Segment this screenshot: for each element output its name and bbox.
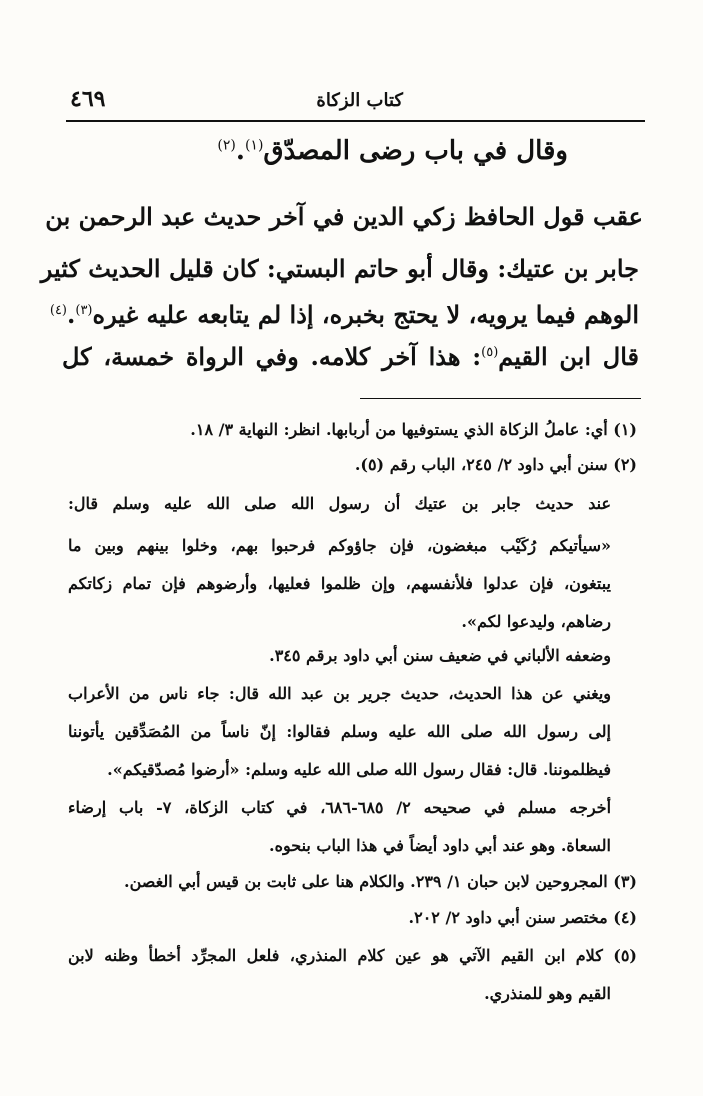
body-line-2: جابر بن عتيك: وقال أبو حاتم البستي: كان قليل الحديث كثير	[40, 254, 639, 283]
footnote-1: (١) أي: عاملُ الزكاة الذي يستوفيها من أربابها. انظر: النهاية ٣/ ١٨.	[190, 420, 637, 439]
body-line-4-end: : هذا آخر كلامه. وفي الرواة خمسة، كل	[62, 342, 482, 371]
footnote-2-line: وضعفه الألباني في ضعيف سنن أبي داود برقم ٣٤٥.	[269, 646, 611, 665]
footnote-ref-5: (٥)	[481, 345, 499, 360]
heading-text: وقال في باب رضى المصدّق	[263, 136, 568, 166]
footnote-5-line: القيم وهو للمنذري.	[484, 984, 611, 1003]
footnote-4: (٤) مختصر سنن أبي داود ٢/ ٢٠٢.	[408, 908, 637, 927]
body-line-3: الوهم فيما يرويه، لا يحتج بخبره، إذا لم يتابعه عليه غيره$^{(٣)}$.$^{(٤)}$	[49, 300, 639, 329]
footnote-2-line: ويغني عن هذا الحديث، حديث جرير بن عبد الله قال: جاء ناس من الأعراب	[68, 684, 611, 703]
page-number: ٤٦٩	[70, 86, 106, 112]
running-title: كتاب الزكاة	[316, 90, 403, 111]
footnote-2-line: عند حديث جابر بن عتيك أن رسول الله صلى الله عليه وسلم قال:	[68, 494, 611, 513]
footnote-2-line: يبتغون، فإن عدلوا فلأنفسهم، وإن ظلموا فعليها، وأرضوهم فإن تمام زكاتكم	[68, 574, 611, 593]
footnote-2: (٢) سنن أبي داود ٢/ ٢٤٥، الباب رقم (٥).	[354, 455, 637, 474]
footnote-ref-3: (٣)	[75, 303, 93, 318]
footnote-2-line: «سيأتيكم رُكَيْب مبغضون، فإن جاؤوكم فرحبوا بهم، وخلوا بينهم وبين ما	[68, 536, 611, 555]
footnote-2-line: فيظلموننا. قال: فقال رسول الله صلى الله عليه وسلم: «أرضوا مُصدّقيكم».	[107, 760, 611, 779]
footnote-ref-4: (٤)	[49, 303, 67, 318]
header-rule	[66, 120, 645, 122]
footnote-3: (٣) المجروحين لابن حبان ١/ ٢٣٩. والكلام هنا على ثابت بن قيس أبي الغصن.	[124, 872, 637, 891]
body-line-1: عقب قول الحافظ زكي الدين في آخر حديث عبد الرحمن بن	[45, 202, 643, 231]
footnote-2-line: أخرجه مسلم في صحيحه ٢/ ٦٨٥-٦٨٦، في كتاب الزكاة، ٧- باب إرضاء	[68, 798, 612, 817]
section-heading: وقال في باب رضى المصدّق$^{(١)}$.$^{(٢)}$	[217, 136, 568, 166]
footnote-2-line: إلى رسول الله صلى الله عليه وسلم فقالوا: إنّ ناساً من المُصَدِّقين يأتوننا	[68, 722, 611, 741]
footnote-ref-1: (١)	[244, 137, 264, 154]
body-line-4-start: قال ابن القيم	[498, 342, 639, 371]
page-header	[70, 86, 643, 120]
footnote-5: (٥) كلام ابن القيم الآتي هو عين كلام المنذري، فلعل المجرِّد أخطأ وظنه لابن	[68, 946, 637, 965]
footnote-2-line: السعاة. وهو عند أبي داود أيضاً في هذا الباب بنحوه.	[269, 836, 611, 855]
body-line-3-text: الوهم فيما يرويه، لا يحتج بخبره، إذا لم يتابعه عليه غيره	[92, 300, 639, 329]
footnote-separator	[360, 398, 641, 399]
body-line-4	[62, 342, 639, 371]
footnote-2-line: رضاهم، وليدعوا لكم».	[461, 612, 611, 631]
footnote-ref-2: (٢)	[217, 137, 236, 154]
